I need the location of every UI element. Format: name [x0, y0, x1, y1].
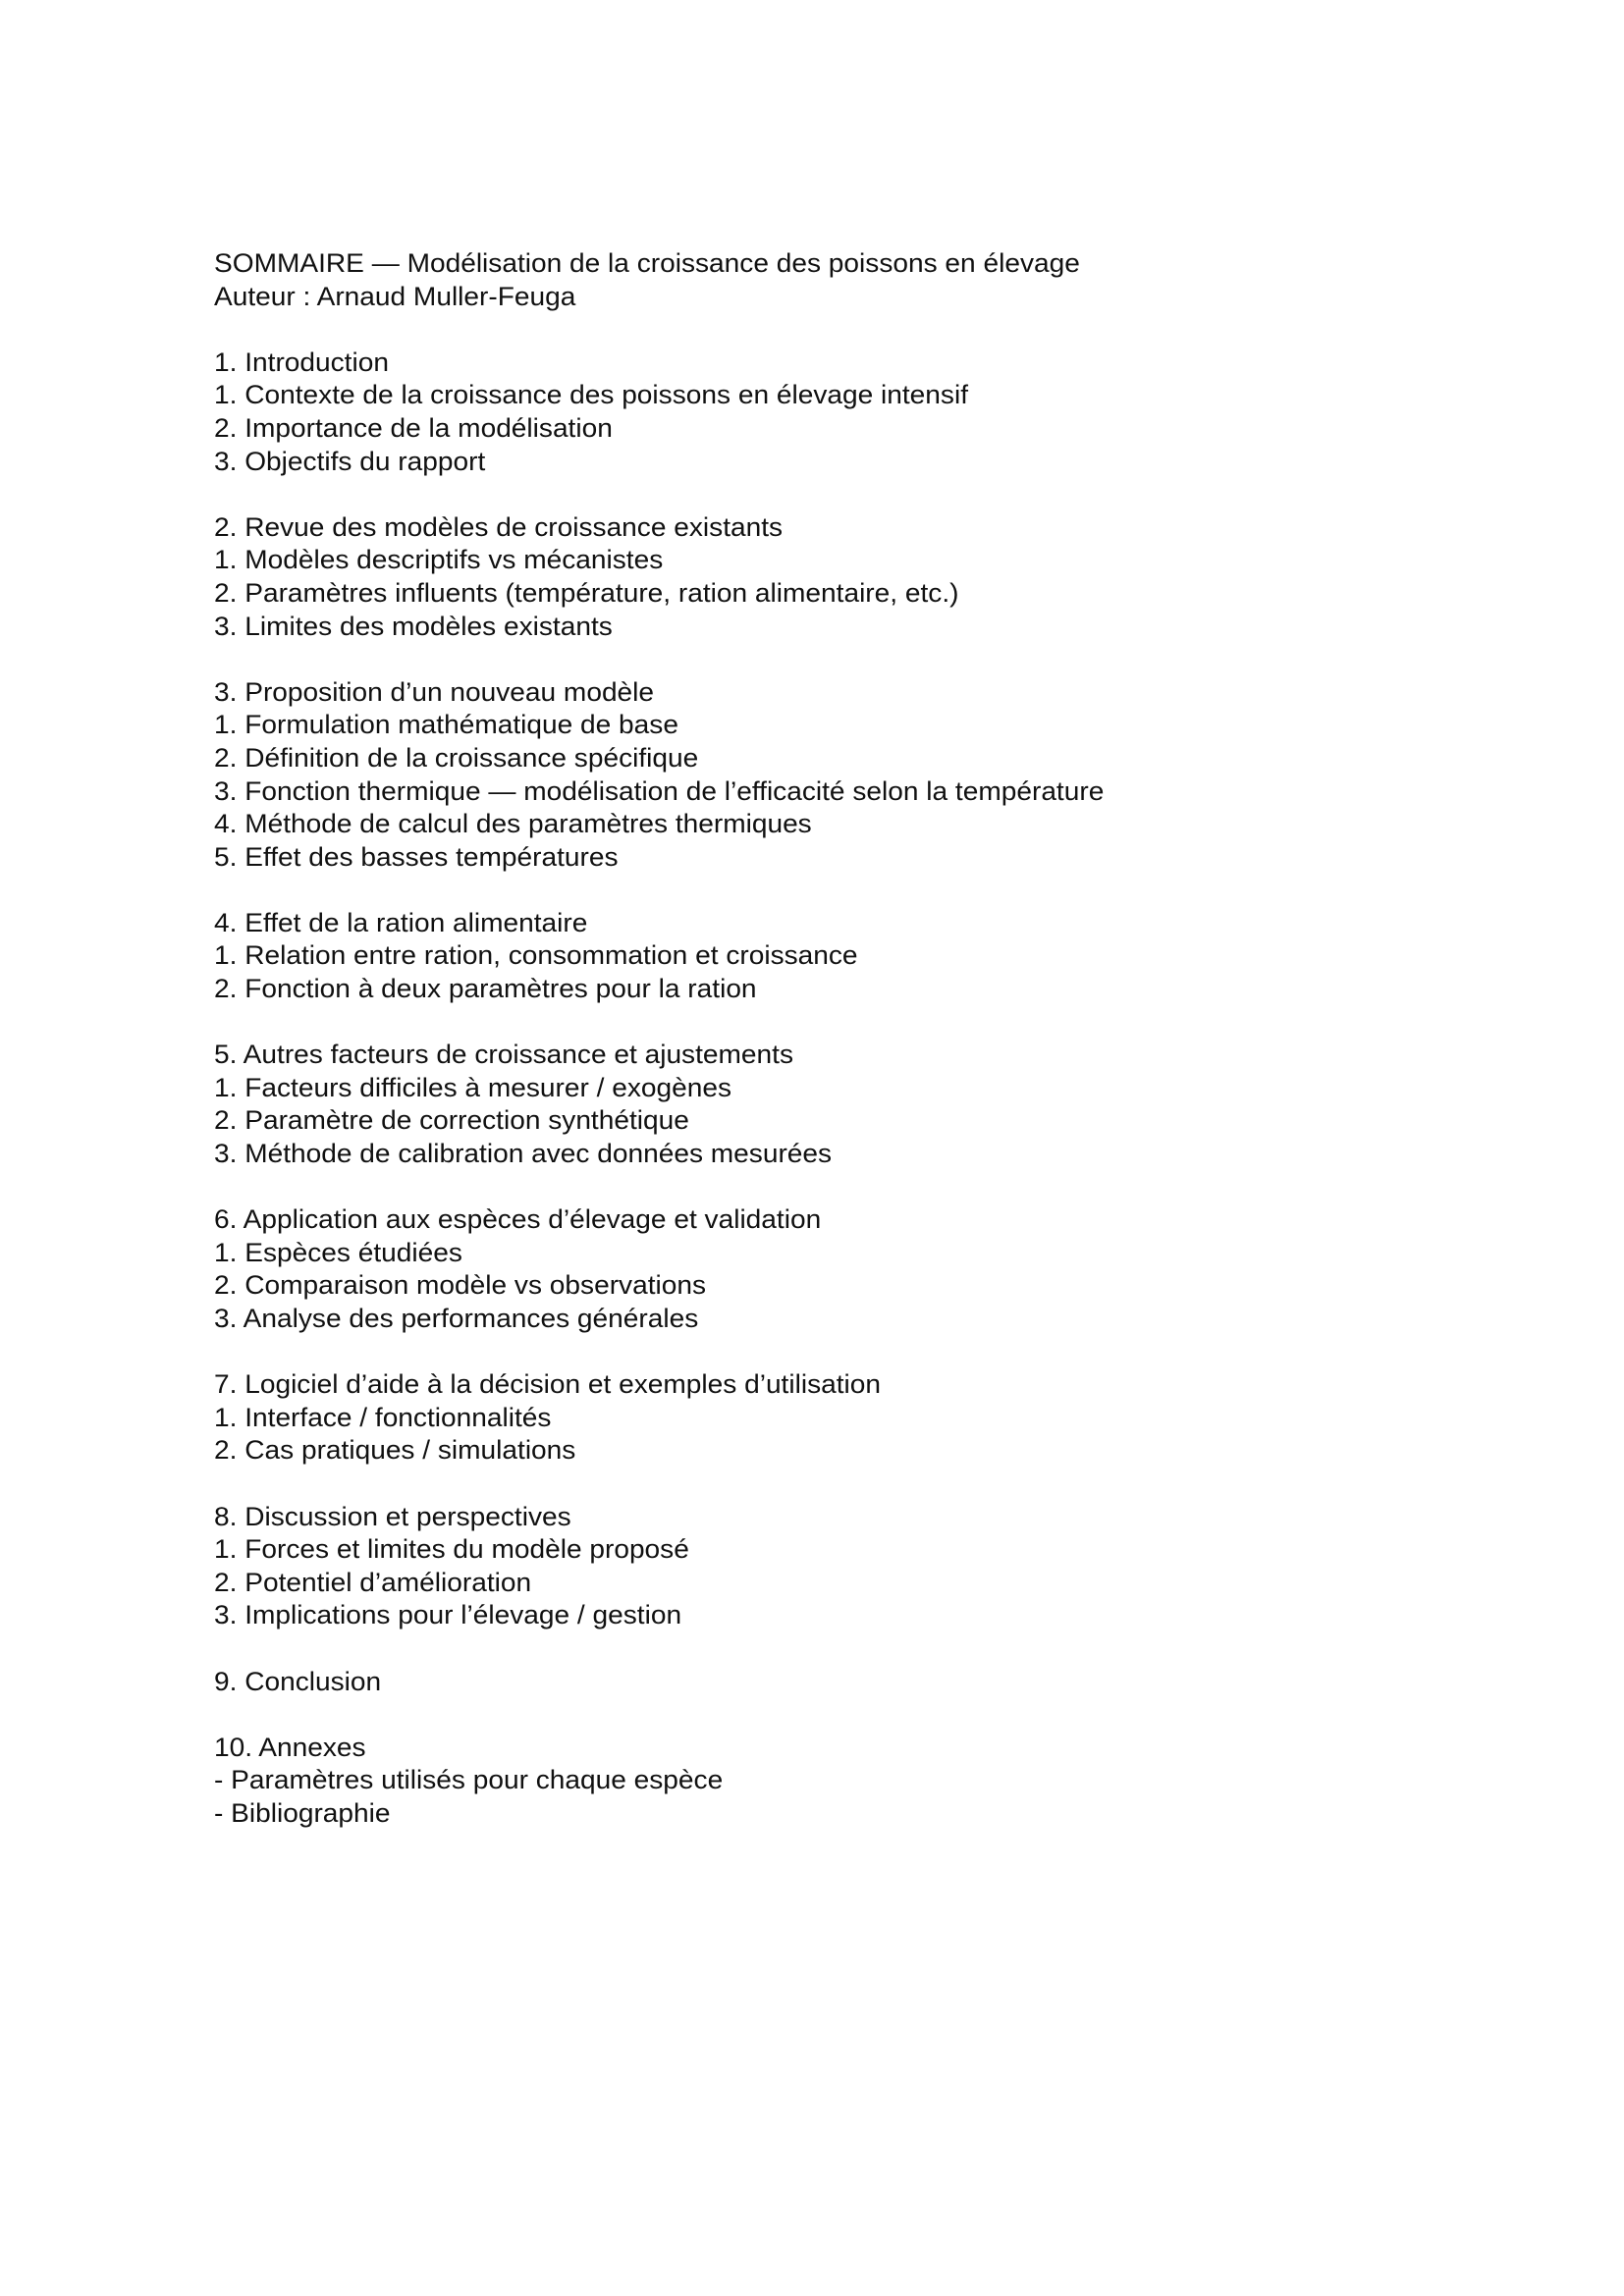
section-item: 2. Comparaison modèle vs observations	[214, 1270, 707, 1301]
section-heading: 4. Effet de la ration alimentaire	[214, 907, 588, 937]
section-item: - Bibliographie	[214, 1797, 391, 1828]
section-spacer	[214, 643, 1104, 676]
table-of-contents	[214, 247, 1104, 1831]
section-spacer	[214, 1468, 1104, 1501]
section-item: 2. Importance de la modélisation	[214, 412, 613, 443]
section-spacer	[214, 1632, 1104, 1666]
section-item: 2. Potentiel d’amélioration	[214, 1567, 532, 1597]
toc-section	[214, 643, 1104, 874]
toc-section	[214, 1006, 1104, 1171]
section-heading: 6. Application aux espèces d’élevage et validation	[214, 1204, 822, 1235]
section-heading: 1. Introduction	[214, 347, 389, 377]
section-item: 1. Forces et limites du modèle proposé	[214, 1534, 689, 1565]
section-item: 2. Fonction à deux paramètres pour la ration	[214, 974, 757, 1004]
section-item: 3. Analyse des performances générales	[214, 1304, 699, 1333]
section-spacer	[214, 874, 1104, 907]
document-author: Auteur : Arnaud Muller-Feuga	[214, 281, 576, 311]
toc-section	[214, 1171, 1104, 1336]
section-item: 1. Modèles descriptifs vs mécanistes	[214, 545, 664, 575]
section-spacer	[214, 1698, 1104, 1732]
section-item: 3. Implications pour l’élevage / gestion	[214, 1600, 682, 1630]
section-spacer	[214, 1171, 1104, 1204]
section-item: 1. Contexte de la croissance des poissons en élevage intensif	[214, 380, 968, 410]
section-heading: 3. Proposition d’un nouveau modèle	[214, 676, 655, 707]
document-title: SOMMAIRE — Modélisation de la croissance des poissons en élevage	[214, 248, 1080, 278]
section-heading: 2. Revue des modèles de croissance existants	[214, 511, 784, 542]
section-heading: 8. Discussion et perspectives	[214, 1501, 571, 1531]
section-item: 3. Limites des modèles existants	[214, 611, 613, 641]
section-item: 1. Facteurs difficiles à mesurer / exogènes	[214, 1072, 732, 1102]
section-item: 1. Formulation mathématique de base	[214, 710, 678, 740]
section-item: 1. Interface / fonctionnalités	[214, 1402, 552, 1432]
section-heading: 10. Annexes	[214, 1732, 366, 1762]
toc-section	[214, 313, 1104, 478]
section-item: 5. Effet des basses températures	[214, 841, 619, 872]
toc-section	[214, 1698, 1104, 1830]
section-heading: 9. Conclusion	[214, 1666, 382, 1696]
toc-section	[214, 478, 1104, 643]
section-item: 2. Paramètre de correction synthétique	[214, 1105, 689, 1136]
section-spacer	[214, 313, 1104, 347]
toc-section	[214, 1632, 1104, 1698]
section-item: 1. Relation entre ration, consommation et croissance	[214, 940, 858, 971]
section-item: 2. Définition de la croissance spécifique	[214, 742, 699, 773]
section-spacer	[214, 1006, 1104, 1040]
toc-section	[214, 874, 1104, 1005]
section-item: 3. Fonction thermique — modélisation de l’efficacité selon la température	[214, 775, 1105, 806]
section-spacer	[214, 478, 1104, 511]
sections-list	[214, 313, 1104, 1830]
section-item: 2. Cas pratiques / simulations	[214, 1435, 576, 1466]
section-item: 2. Paramètres influents (température, ration alimentaire, etc.)	[214, 577, 959, 608]
section-item: - Paramètres utilisés pour chaque espèce	[214, 1765, 724, 1795]
section-item: 1. Espèces étudiées	[214, 1237, 462, 1267]
section-item: 3. Objectifs du rapport	[214, 446, 486, 476]
toc-section	[214, 1468, 1104, 1632]
section-spacer	[214, 1336, 1104, 1369]
section-item: 3. Méthode de calibration avec données mesurées	[214, 1139, 833, 1169]
toc-section	[214, 1336, 1104, 1468]
section-item: 4. Méthode de calcul des paramètres thermiques	[214, 809, 812, 839]
section-heading: 7. Logiciel d’aide à la décision et exemples d’utilisation	[214, 1369, 882, 1400]
section-heading: 5. Autres facteurs de croissance et ajustements	[214, 1040, 793, 1070]
